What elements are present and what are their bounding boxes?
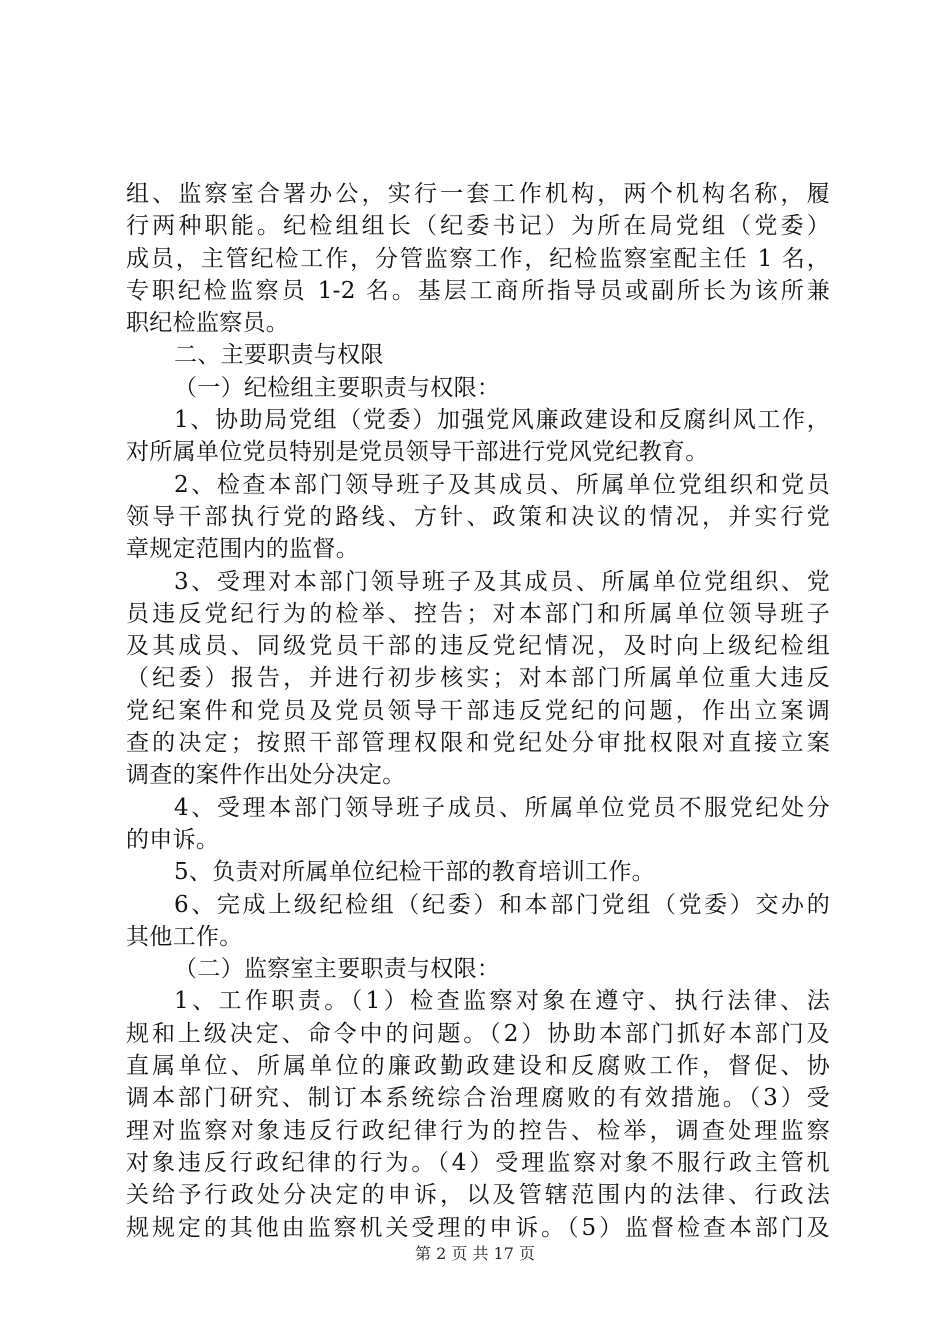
text-line: 党纪案件和党员及党员领导干部违反党纪的问题，作出立案调 [126,697,830,724]
text-line: 查的决定；按照干部管理权限和党纪处分审批权限对直接立案 [126,730,830,757]
text-line: 对象违反行政纪律的行为。（4）受理监察对象不服行政主管机 [126,1149,830,1176]
text-line: 直属单位、所属单位的廉政勤政建设和反腐败工作，督促、协 [126,1053,830,1080]
text-line: 二、主要职责与权限 [174,342,384,369]
text-line: （二）监察室主要职责与权限： [174,956,501,983]
text-line: 调查的案件作出处分决定。 [126,762,406,789]
text-line: 章规定范围内的监督。 [126,536,359,563]
text-line: 对所属单位党员特别是党员领导干部进行党风党纪教育。 [126,439,709,466]
text-line: 调本部门研究、制订本系统综合治理腐败的有效措施。（3）受 [126,1085,830,1112]
text-line: 1、工作职责。（1）检查监察对象在遵守、执行法律、法 [174,988,830,1015]
text-line: 行两种职能。纪检组组长（纪委书记）为所在局党组（党委） [126,213,830,240]
text-line: 1、协助局党组（党委）加强党风廉政建设和反腐纠风工作， [174,407,830,434]
text-line: 的申诉。 [126,826,220,853]
text-line: （一）纪检组主要职责与权限： [174,374,501,401]
text-line: 4、受理本部门领导班子成员、所属单位党员不服党纪处分 [174,794,830,821]
text-line: 专职纪检监察员 1-2 名。基层工商所指导员或副所长为该所兼 [126,277,830,304]
text-line: 规和上级决定、命令中的问题。（2）协助本部门抓好本部门及 [126,1020,830,1047]
page-footer: 第 2 页 共 17 页 [415,1244,535,1263]
document-body [126,178,830,1244]
text-line: 及其成员、同级党员干部的违反党纪情况，及时向上级纪检组 [126,633,830,660]
text-line: 6、完成上级纪检组（纪委）和本部门党组（党委）交办的 [174,891,830,918]
text-line: 职纪检监察员。 [126,310,290,337]
text-line: 组、监察室合署办公，实行一套工作机构，两个机构名称，履 [126,181,830,207]
text-line: 3、受理对本部门领导班子及其成员、所属单位党组织、党 [174,568,830,595]
text-line: （纪委）报告，并进行初步核实；对本部门所属单位重大违反 [126,665,830,692]
text-line: 成员，主管纪检工作，分管监察工作，纪检监察室配主任 1 名， [126,245,830,272]
text-line: 2、检查本部门领导班子及其成员、所属单位党组织和党员 [174,471,830,498]
text-line: 5、负责对所属单位纪检干部的教育培训工作。 [174,859,655,886]
text-line: 关给予行政处分决定的申诉，以及管辖范围内的法律、行政法 [126,1182,830,1209]
text-line: 理对监察对象违反行政纪律行为的控告、检举，调查处理监察 [126,1117,830,1144]
text-line: 其他工作。 [126,923,243,950]
text-line: 员违反党纪行为的检举、控告；对本部门和所属单位领导班子 [126,600,830,627]
text-line: 领导干部执行党的路线、方针、政策和决议的情况，并实行党 [126,503,830,530]
text-line: 规规定的其他由监察机关受理的申诉。（5）监督检查本部门及 [126,1214,830,1241]
